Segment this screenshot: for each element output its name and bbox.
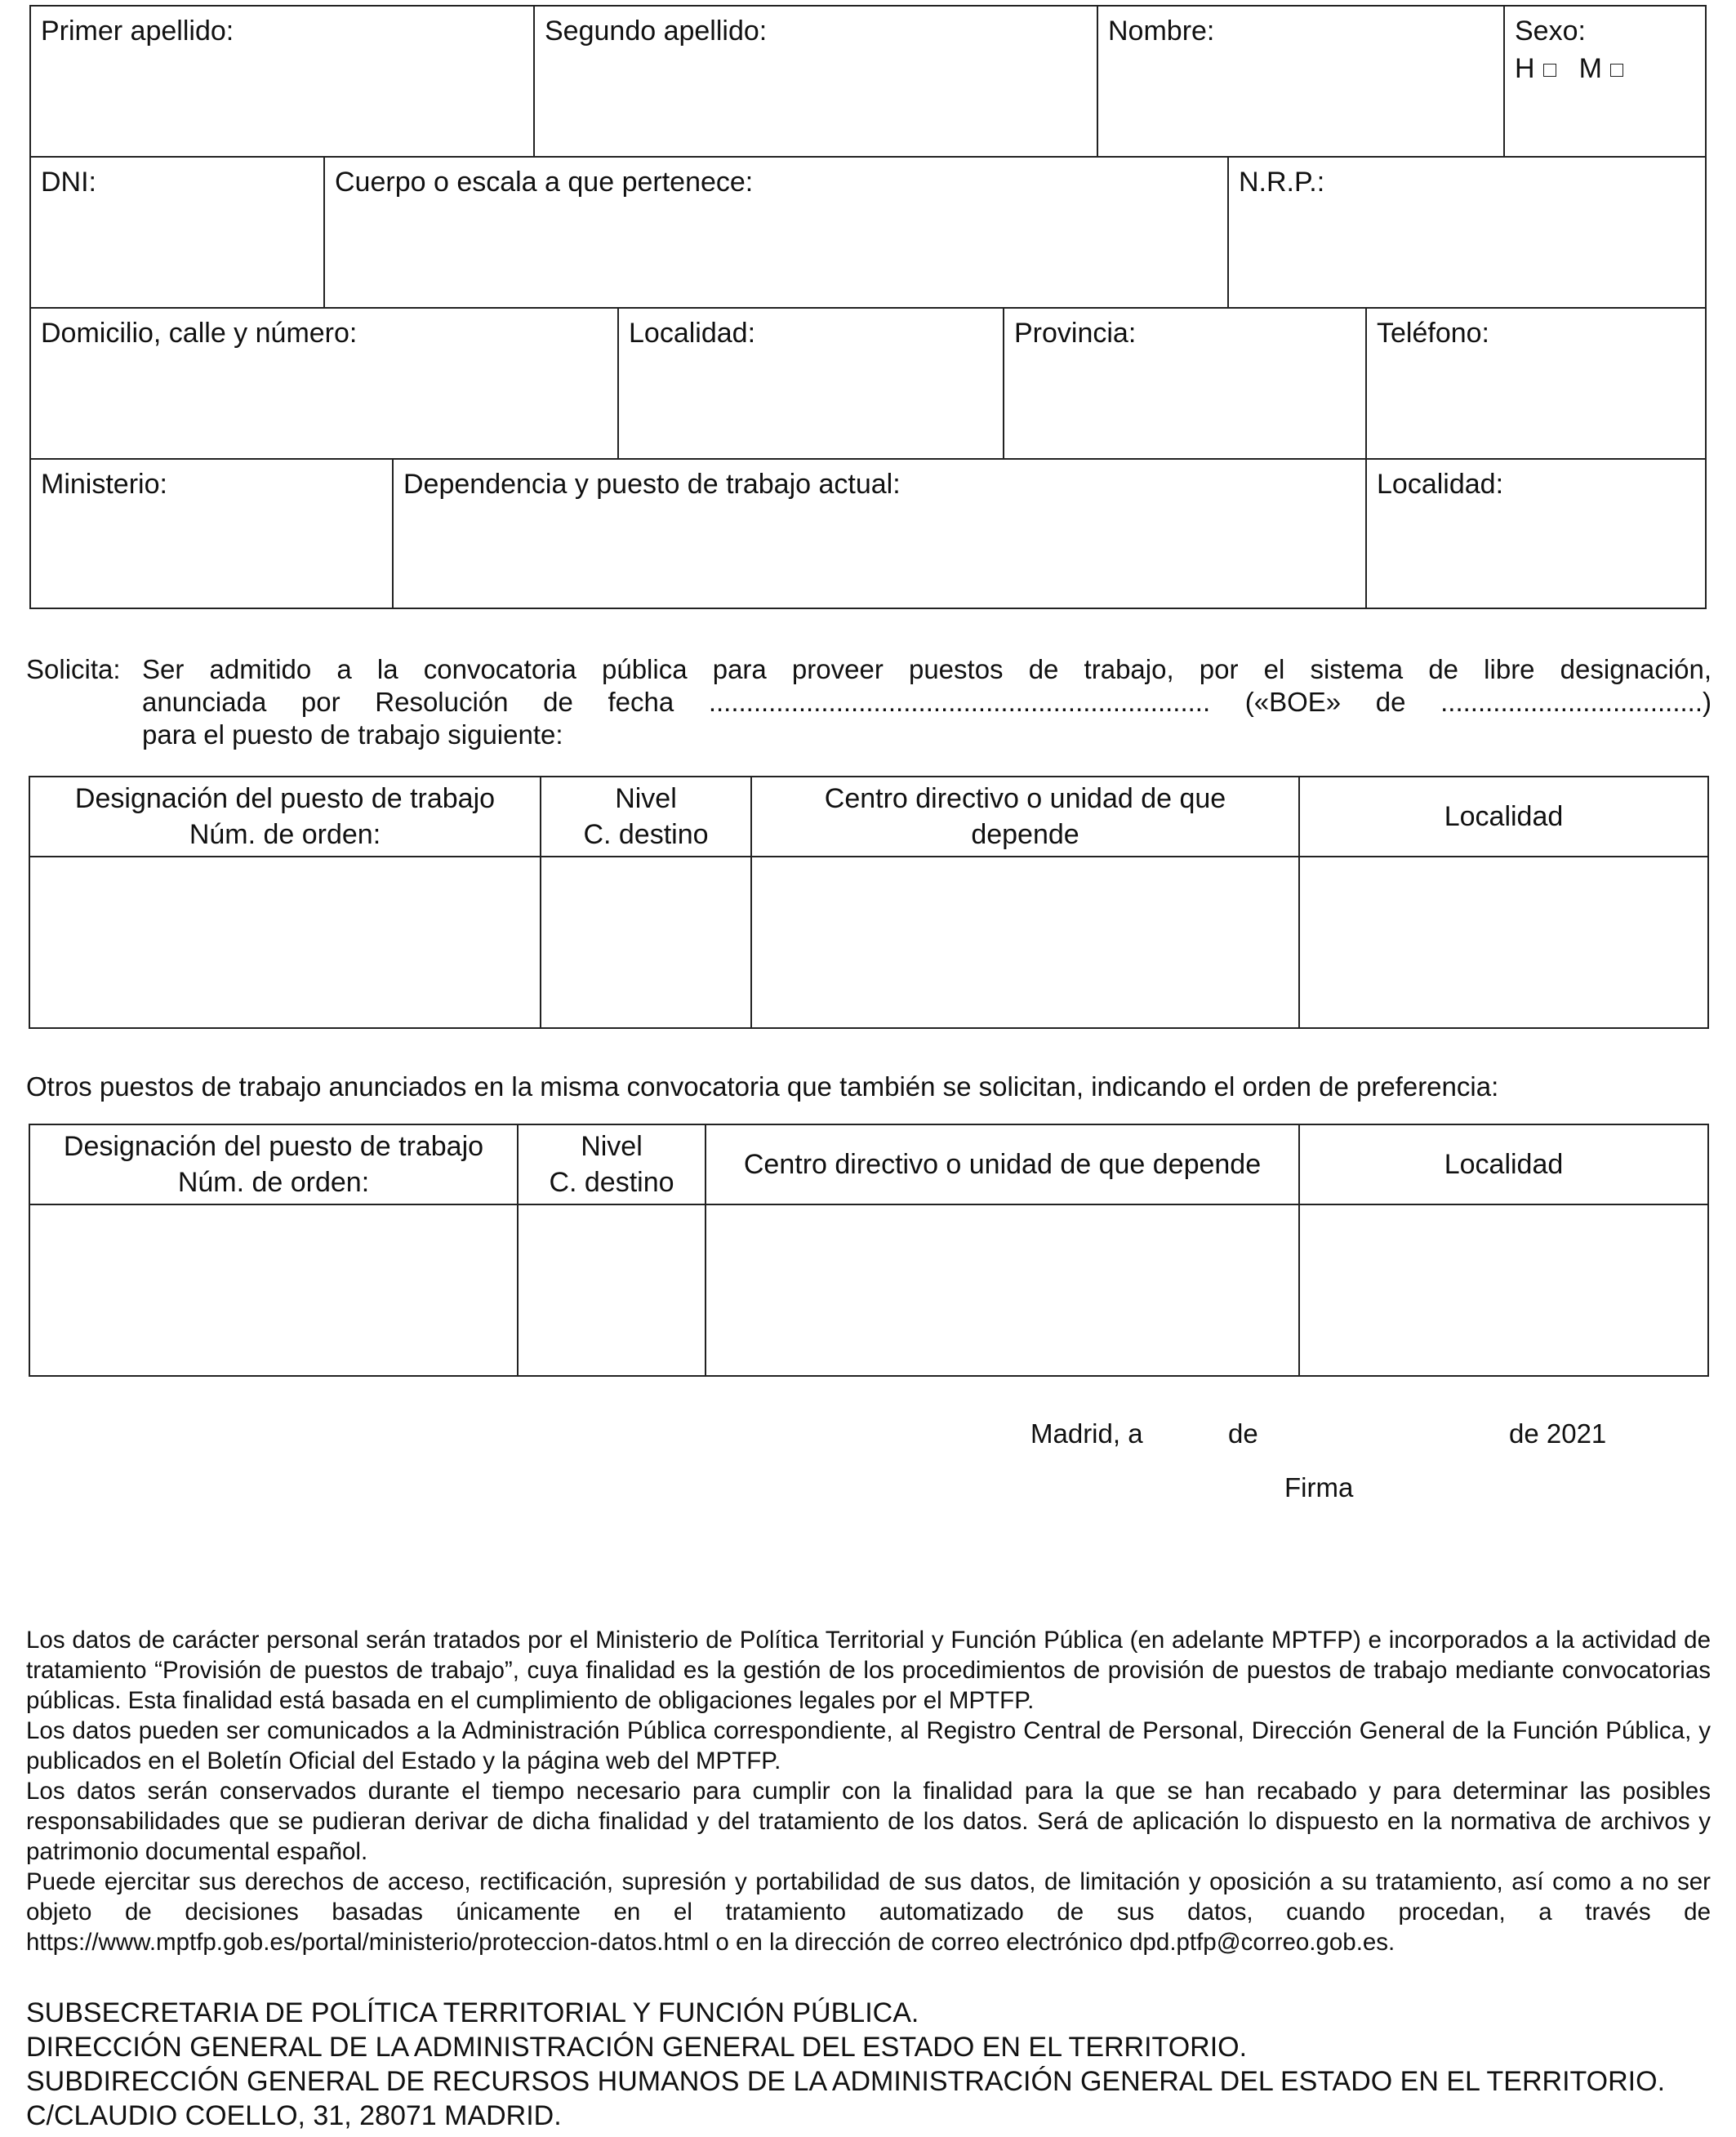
firma-label: Firma (1284, 1472, 1354, 1503)
nombre-label: Nombre: (1108, 16, 1215, 47)
nivel-input-cell[interactable] (541, 857, 751, 1028)
form-row-3 (29, 307, 1707, 458)
dni-field[interactable] (29, 156, 323, 307)
solicita-line-2: anunciada por Resolución de fecha ................................................................... («BOE» de ...................................) (142, 687, 1712, 717)
footer-line-1: SUBSECRETARIA DE POLÍTICA TERRITORIAL Y FUNCIÓN PÚBLICA. (26, 1997, 919, 2028)
primer-apellido-field[interactable] (29, 5, 533, 156)
provincia-field[interactable] (1003, 307, 1365, 458)
legal-paragraph-2: Los datos pueden ser comunicados a la Administración Pública correspondiente, al Registro Central de Personal, Dirección General de la Función Pública, y publicados en el Boletín Oficial del Estado y la página web del MPTFP. (26, 1717, 1711, 1774)
date-de-year: de 2021 (1509, 1418, 1607, 1449)
otros-puestos-text: Otros puestos de trabajo anunciados en la misma convocatoria que también se solicitan, indicando el orden de preferencia: (26, 1071, 1499, 1102)
sexo-label: Sexo: (1515, 16, 1586, 47)
ministerio-field[interactable] (29, 458, 392, 609)
puesto-solicitado-table (29, 776, 1709, 1029)
segundo-apellido-field[interactable] (533, 5, 1097, 156)
form-row-4 (29, 458, 1707, 609)
nrp-field[interactable] (1227, 156, 1707, 307)
localidad-input-cell[interactable] (1299, 1204, 1708, 1376)
dependencia-label: Dependencia y puesto de trabajo actual: (403, 469, 901, 500)
centro-directivo-input-cell[interactable] (706, 1204, 1299, 1376)
header-centro-directivo: Centro directivo o unidad de que depende (751, 777, 1299, 857)
cuerpo-label: Cuerpo o escala a que pertenece: (335, 167, 754, 198)
ministerio-label: Ministerio: (41, 469, 167, 500)
header-designacion: Designación del puesto de trabajo Núm. de orden: (29, 777, 541, 857)
sexo-h-label: H (1515, 53, 1535, 84)
sexo-options (1515, 52, 1695, 85)
date-de-month: de (1228, 1418, 1258, 1449)
personal-data-form (29, 5, 1707, 609)
designacion-input-cell[interactable] (29, 857, 541, 1028)
table-header-row (29, 1124, 1708, 1204)
localidad-label: Localidad: (629, 318, 756, 349)
legal-paragraph-4: Puede ejercitar sus derechos de acceso, rectificación, supresión y portabilidad de sus datos, de limitación y oposición a su tratamiento, así como a no ser objeto de decisiones basadas únicamente en el tratamiento automatizado de sus datos, cuando procedan, a través de https://www.mptfp.gob.es/portal/ministerio/proteccion-datos.html o en la dirección de correo electrónico dpd.ptfp@correo.gob.es. (26, 1868, 1711, 1956)
form-row-2 (29, 156, 1707, 307)
header-localidad: Localidad (1299, 777, 1708, 857)
footer-line-3: SUBDIRECCIÓN GENERAL DE RECURSOS HUMANOS DE LA ADMINISTRACIÓN GENERAL DEL ESTADO EN EL TERRITORIO. (26, 2066, 1666, 2097)
solicita-line-3: para el puesto de trabajo siguiente: (142, 719, 563, 750)
header-designacion: Designación del puesto de trabajo Núm. de orden: (29, 1124, 518, 1204)
domicilio-label: Domicilio, calle y número: (41, 318, 358, 349)
header-localidad: Localidad (1299, 1124, 1708, 1204)
primer-apellido-label: Primer apellido: (41, 16, 234, 47)
issuing-authority (26, 1996, 1725, 2133)
localidad-actual-label: Localidad: (1377, 469, 1504, 500)
sexo-m-label: M (1578, 53, 1602, 84)
footer-line-4: C/CLAUDIO COELLO, 31, 28071 MADRID. (26, 2100, 562, 2131)
nivel-input-cell[interactable] (518, 1204, 706, 1376)
solicita-label: Solicita: (26, 654, 121, 684)
header-centro-directivo: Centro directivo o unidad de que depende (706, 1124, 1299, 1204)
sexo-h-checkbox[interactable] (1543, 64, 1556, 77)
segundo-apellido-label: Segundo apellido: (545, 16, 768, 47)
footer-line-2: DIRECCIÓN GENERAL DE LA ADMINISTRACIÓN GENERAL DEL ESTADO EN EL TERRITORIO. (26, 2032, 1248, 2063)
localidad-input-cell[interactable] (1299, 857, 1708, 1028)
sexo-field (1503, 5, 1707, 156)
solicita-line-1: Ser admitido a la convocatoria pública para proveer puestos de trabajo, por el sistema de libre designación, (142, 654, 1712, 684)
nrp-label: N.R.P.: (1239, 167, 1325, 198)
legal-paragraph-1: Los datos de carácter personal serán tratados por el Ministerio de Política Territorial y Función Pública (en adelante MPTFP) e incorporados a la actividad de tratamiento “Provisión de puestos de trabajo”, cuya finalidad es la gestión de los procedimientos de provisión de puestos de trabajo mediante convocatorias públicas. Esta finalidad está basada en el cumplimiento de obligaciones legales por el MPTFP. (26, 1627, 1711, 1714)
designacion-input-cell[interactable] (29, 1204, 518, 1376)
otros-puestos-table (29, 1124, 1709, 1377)
provincia-label: Provincia: (1014, 318, 1137, 349)
header-nivel: Nivel C. destino (518, 1124, 706, 1204)
nombre-field[interactable] (1097, 5, 1503, 156)
domicilio-field[interactable] (29, 307, 617, 458)
dni-label: DNI: (41, 167, 96, 198)
form-row-1 (29, 5, 1707, 156)
header-nivel: Nivel C. destino (541, 777, 751, 857)
telefono-field[interactable] (1365, 307, 1707, 458)
cuerpo-field[interactable] (323, 156, 1227, 307)
localidad-actual-field[interactable] (1365, 458, 1707, 609)
localidad-field[interactable] (617, 307, 1003, 458)
dependencia-field[interactable] (392, 458, 1365, 609)
data-protection-notice (26, 1625, 1711, 1957)
table-row (29, 857, 1708, 1028)
legal-paragraph-3: Los datos serán conservados durante el tiempo necesario para cumplir con la finalidad para la que se han recabado y para determinar las posibles responsabilidades que se pudieran derivar de dicha finalidad y del tratamiento de los datos. Será de aplicación lo dispuesto en la normativa de archivos y patrimonio documental español. (26, 1778, 1711, 1865)
solicita-body (142, 653, 1712, 751)
table-row (29, 1204, 1708, 1376)
centro-directivo-input-cell[interactable] (751, 857, 1299, 1028)
table-header-row (29, 777, 1708, 857)
telefono-label: Teléfono: (1377, 318, 1489, 349)
date-place: Madrid, a (1030, 1418, 1143, 1449)
sexo-m-checkbox[interactable] (1610, 64, 1623, 77)
